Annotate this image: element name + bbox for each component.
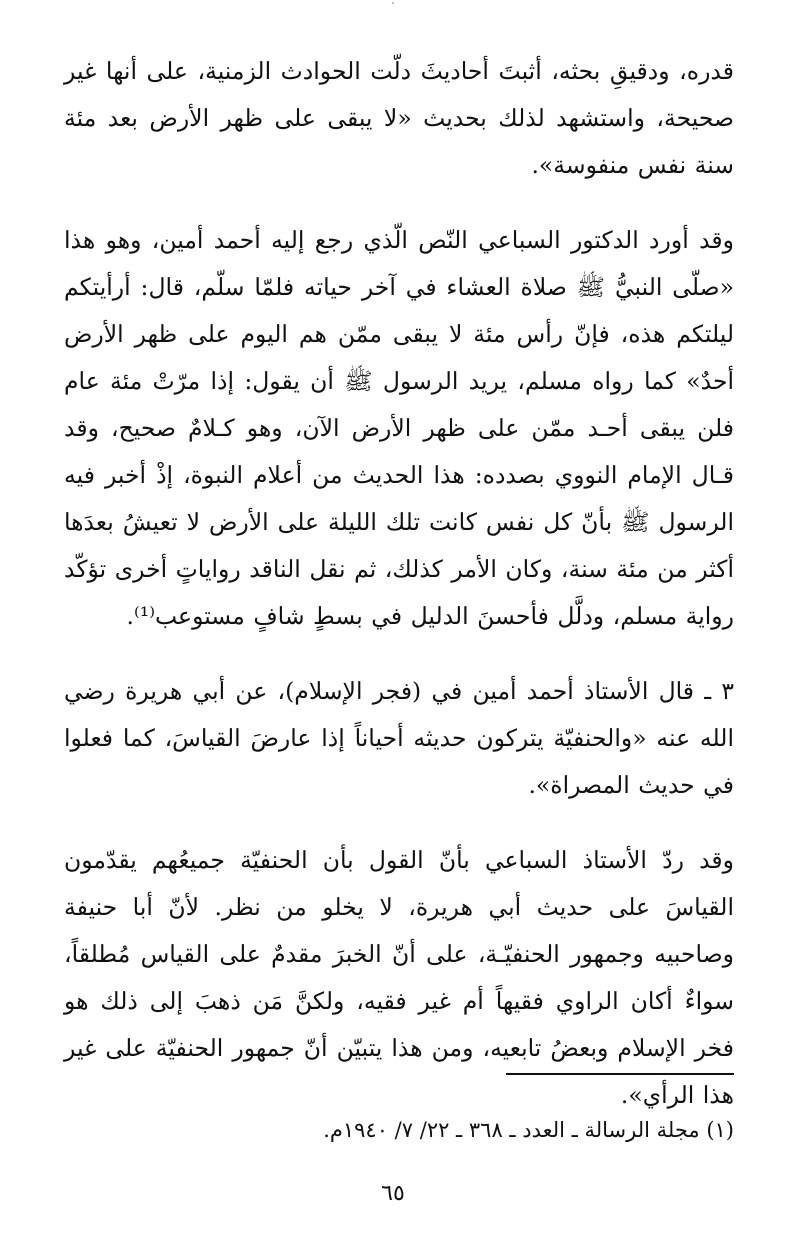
paragraph-1: قدره، ودقيقِ بحثه، أثبتَ أحاديثَ دلّت الحوادث الزمنية، على أنها غير صحيحة، واستشهد لذلك بحديث «لا يبقى على ظهر الأرض بعد مئة سنة نفس منفوسة». xyxy=(64,57,734,179)
footnote-divider xyxy=(506,1073,734,1075)
page-body xyxy=(64,48,734,1119)
page-number: ٦٥ xyxy=(381,1181,405,1206)
paragraph-2: وقد أورد الدكتور السباعي النّص الّذي رجع إليه أحمد أمين، وهو هذا «صلّى النبيُّ ﷺ صلاة العشاء في آخر حياته فلمّا سلّم، قال: أرأيتكم ليلتكم هذه، فإنّ رأس مئة لا يبقى ممّن هم اليوم على ظهر الأرض أحدٌ» كما رواه مسلم، يريد الرسول ﷺ أن يقول: إذا مرّتْ مئة عام فلن يبقى أحـد ممّن على ظهر الأرض الآن، وهو كـلامٌ صحيح، وقد قـال الإمام النووي بصدده: هذا الحديث من أعلام النبوة، إذْ أخبر فيه الرسول ﷺ بأنّ كل نفس كانت تلك الليلة على الأرض لا تعيشُ بعدَها أكثر من مئة سنة، وكان الأمر كذلك، ثم نقل الناقد رواياتٍ أخرى تؤكّد رواية مسلم، ودلَّل فأحسنَ الدليل في بسطٍ شافٍ مستوعب⁽¹⁾. xyxy=(64,226,734,630)
footnote: (١) مجلة الرسالة ـ العدد ـ ٣٦٨ ـ ٢٢/ ٧/ ١٩٤٠م. xyxy=(323,1118,734,1142)
paragraph-3: ٣ ـ قال الأستاذ أحمد أمين في (فجر الإسلام)، عن أبي هريرة رضي الله عنه «والحنفيّة يتركون حديثه أحياناً إذا عارضَ القياسَ، كما فعلوا في حديث المصراة». xyxy=(64,677,734,799)
paragraph-4: وقد ردّ الأستاذ السباعي بأنّ القول بأن الحنفيّة جميعُهم يقدّمون القياسَ على حديث أبي هريرة، لا يخلو من نظر. لأنّ أبا حنيفة وصاحبيه وجمهور الحنفيّـة، على أنّ الخبرَ مقدمٌ على القياس مُطلقاً، سواءٌ أكان الراوي فقيهاً أم غير فقيه، ولكنَّ مَن ذهبَ إلى ذلك هو فخر الإسلام وبعضُ تابعيه، ومن هذا يتبيّن أنّ جمهور الحنفيّة على غير هذا الرأي». xyxy=(64,846,734,1109)
page-mark xyxy=(392,2,394,4)
